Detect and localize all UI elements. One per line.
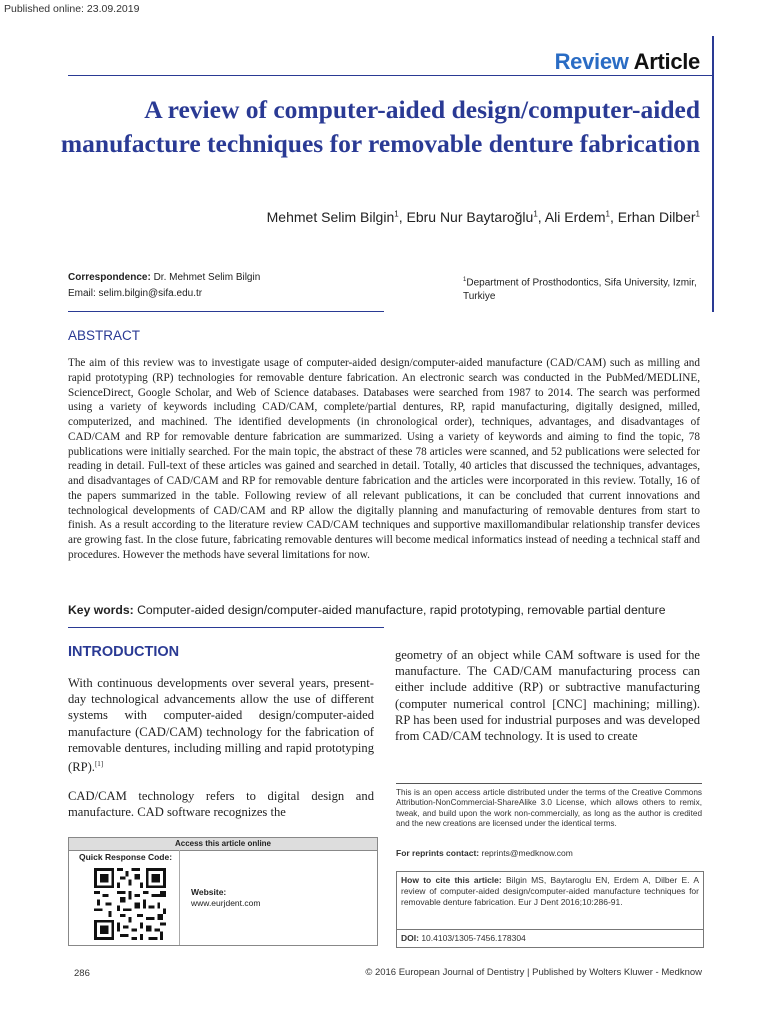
access-box-title: Access this article online bbox=[69, 838, 377, 851]
doi bbox=[401, 933, 526, 943]
article-type-review: Review bbox=[554, 49, 629, 74]
reprints-email[interactable]: reprints@medknow.com bbox=[479, 848, 573, 858]
correspondence bbox=[68, 270, 408, 302]
author-list bbox=[60, 209, 700, 225]
website-label: Website: bbox=[191, 887, 227, 897]
article-title: A review of computer-aided design/computer-aided manufacture techniques for removable denture fabrication bbox=[60, 95, 700, 158]
header-rule bbox=[68, 75, 713, 76]
qr-label: Quick Response Code: bbox=[79, 852, 173, 862]
correspondence-label: Correspondence: bbox=[68, 272, 151, 283]
keywords-rule bbox=[68, 627, 384, 628]
website-link[interactable]: www.eurjdent.com bbox=[191, 898, 261, 908]
doi-value[interactable]: 10.4103/1305-7456.178304 bbox=[418, 933, 526, 943]
author-name: Ali Erdem bbox=[544, 209, 606, 225]
cite-label: How to cite this article: bbox=[401, 875, 502, 885]
qr-code-icon[interactable] bbox=[94, 868, 166, 940]
access-online-box bbox=[68, 837, 378, 946]
introduction-paragraph-1 bbox=[68, 675, 374, 775]
citation-box bbox=[396, 871, 704, 948]
introduction-column-2: geometry of an object while CAM software is used for the manufacture. The CAD/CAM manufacturing process can either include additive (RP) or subtractive manufacturing (computer numerical control [CNC] machining; milling). RP has been used for industrial purposes and was developed from CAD/CAM technology. It is used to create bbox=[395, 648, 700, 744]
intro-p1-text: With continuous developments over several years, present-day technological advancements allow the use of different systems with computer-aided design/computer-aided manufacture (CAD/CAM) technology for the fabrication of removable dentures, including milling and rapid prototyping (RP). bbox=[68, 676, 374, 775]
citation-ref[interactable]: [1] bbox=[94, 760, 104, 769]
introduction-heading: INTRODUCTION bbox=[68, 644, 180, 660]
correspondence-rule bbox=[68, 311, 384, 312]
introduction-paragraph-2: CAD/CAM technology refers to digital design and manufacture. CAD software recognizes the bbox=[68, 789, 374, 820]
license-rule bbox=[396, 783, 702, 784]
reprints-contact bbox=[396, 848, 573, 858]
keywords-text: Computer-aided design/computer-aided manufacture, rapid prototyping, removable partial denture bbox=[133, 603, 666, 617]
author-affil: 1 bbox=[394, 209, 399, 219]
citation-text bbox=[401, 875, 699, 908]
affiliation bbox=[463, 273, 708, 304]
affiliation-text: Department of Prosthodontics, Sifa University, Izmir, Turkiye bbox=[463, 277, 697, 303]
reprints-label: For reprints contact: bbox=[396, 848, 480, 858]
author-sep: , bbox=[398, 209, 407, 225]
author-affil: 1 bbox=[533, 209, 538, 219]
correspondence-email[interactable]: Email: selim.bilgin@sifa.edu.tr bbox=[68, 288, 203, 299]
footer-copyright: © 2016 European Journal of Dentistry | Published by Wolters Kluwer - Medknow bbox=[365, 967, 702, 978]
keywords-label: Key words: bbox=[68, 603, 134, 617]
doi-label: DOI: bbox=[401, 933, 419, 943]
author-sep: , bbox=[609, 209, 618, 225]
article-type-article: Article bbox=[633, 49, 700, 74]
keywords bbox=[68, 603, 708, 617]
doi-rule bbox=[397, 929, 703, 930]
correspondence-name: Dr. Mehmet Selim Bilgin bbox=[150, 272, 261, 283]
access-box-divider bbox=[179, 850, 180, 945]
vertical-rule bbox=[712, 36, 714, 312]
abstract-heading: ABSTRACT bbox=[68, 328, 141, 343]
cite-body: Bilgin MS, Baytaroglu EN, Erdem A, Dilber E. A review of computer-aided design/computer-aided manufacture techniques for removable denture fabrication. Eur J Dent 2016;10:286-91. bbox=[401, 875, 699, 907]
published-date: Published online: 23.09.2019 bbox=[4, 3, 140, 15]
author-name: Mehmet Selim Bilgin bbox=[266, 209, 395, 225]
author-affil: 1 bbox=[605, 209, 610, 219]
author-name: Ebru Nur Baytaroğlu bbox=[406, 209, 534, 225]
license-notice: This is an open access article distributed under the terms of the Creative Commons Attribution-NonCommercial-ShareAlike 3.0 License, which allows others to remix, tweak, and build upon the work non-commercially, as long as the author is credited and the new creations are licensed under the identical terms. bbox=[396, 788, 702, 829]
affiliation-sup: 1 bbox=[463, 277, 467, 283]
author-affil: 1 bbox=[695, 209, 700, 219]
author-name: Erhan Dilber bbox=[617, 209, 696, 225]
page-number: 286 bbox=[74, 968, 90, 979]
abstract-body: The aim of this review was to investigate usage of computer-aided design/computer-aided manufacture (CAD/CAM) such as milling and rapid prototyping (RP) technologies for removable denture fabrication. An electronic search was conducted in the PubMed/MEDLINE, ScienceDirect, Google Scholar, and Web of Science databases. Databases were searched from 1987 to 2014. The search was performed using a variety of keywords including CAD/CAM, complete/partial dentures, RP, rapid manufacturing, digitally designed, milled, computerized, and machined. The identified developments (in chronological order), techniques, advantages, and disadvantages of CAD/CAM and RP for removable denture fabrication are summarized. Using a variety of keywords and aiming to find the topic, 78 publications were initially searched. For the main topic, the abstract of these 78 articles were scanned, and 52 publications were selected for reading in detail. Full-text of these articles was gained and searched in detail. Totally, 40 articles that discussed the techniques, advantages, and disadvantages of CAD/CAM and RP for removable denture fabrication and the articles were incorporated in this review. Totally, 16 of the papers summarized in the table. Following review of all relevant publications, it can be concluded that current innovations and technological developments of CAD/CAM and RP allow the digitally planning and manufacturing of removable dentures from start to finish. As a result according to the literature review CAD/CAM techniques and supportive maxillomandibular relationship transfer devices are growing fast. In the close future, fabricating removable dentures will become medical informatics instead of needing a technical staff and procedures. However the methods have several limitations for now. bbox=[68, 357, 700, 561]
author-sep: , bbox=[537, 209, 545, 225]
article-type bbox=[555, 49, 700, 75]
